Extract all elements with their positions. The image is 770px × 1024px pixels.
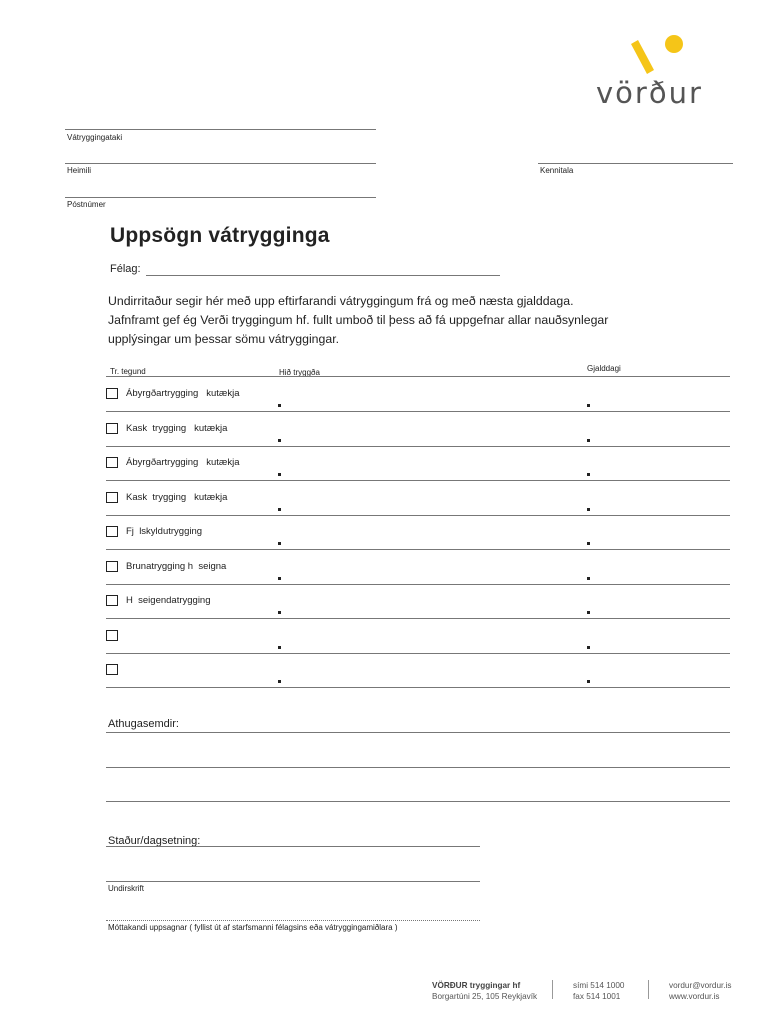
column-header-due-date: Gjalddagi [587,364,621,373]
policyholder-field[interactable] [65,112,376,129]
row-checkbox[interactable] [106,561,118,572]
insured-field[interactable] [278,493,568,513]
row-label: H seigendatrygging [126,595,211,606]
home-field[interactable] [65,146,376,163]
home-label: Heimili [67,166,91,175]
row-divider [106,480,730,481]
row-checkbox[interactable] [106,630,118,641]
insured-field[interactable] [278,527,568,547]
row-divider [106,411,730,412]
footer-address: Borgartúni 25, 105 Reykjavík [432,992,538,1001]
insured-field[interactable] [278,631,568,651]
signature-label: Undirskrift [108,884,145,893]
row-checkbox[interactable] [106,457,118,468]
due-date-field[interactable] [587,631,727,651]
footer-company-block [432,980,537,1002]
row-checkbox[interactable] [106,664,118,675]
due-date-field[interactable] [587,562,727,582]
row-divider [106,584,730,585]
due-date-field[interactable] [587,389,727,409]
receiver-label: Móttakandi uppsagnar ( fyllist út af starfsmanni félagsins eða vátryggingamiðlara ) [108,923,398,932]
insured-field[interactable] [278,562,568,582]
postcode-label: Póstnúmer [67,200,106,209]
due-date-field[interactable] [587,665,727,685]
intro-line-3: upplýsingar um þessar sömu vátryggingar. [108,332,340,346]
intro-text [108,292,708,349]
due-date-field[interactable] [587,424,727,444]
row-label: Kask trygging kutækja [126,423,228,434]
id-number-label: Kennitala [540,166,574,175]
due-date-field[interactable] [587,493,727,513]
insured-field[interactable] [278,389,568,409]
insured-field[interactable] [278,596,568,616]
id-number-field[interactable] [538,146,733,163]
intro-line-1: Undirritaður segir hér með upp eftirfarandi vátryggingum frá og með næsta gjalddaga. [108,294,574,308]
row-divider [106,515,730,516]
policyholder-label: Vátryggingataki [67,133,123,142]
row-label: Ábyrgðartrygging kutækja [126,388,240,399]
column-header-insured: Hið tryggða [279,368,320,377]
footer-fax: fax 514 1001 [573,992,621,1001]
comments-label: Athugasemdir: [108,718,179,730]
row-divider [106,687,730,688]
place-date-field[interactable] [210,831,480,846]
place-date-label: Staður/dagsetning: [108,835,201,847]
row-checkbox[interactable] [106,526,118,537]
signature-field[interactable] [106,856,480,881]
due-date-field[interactable] [587,596,727,616]
row-checkbox[interactable] [106,595,118,606]
insured-field[interactable] [278,458,568,478]
page-title: Uppsögn vátrygginga [110,224,330,247]
row-label: Fj lskyldutrygging [126,526,203,537]
due-date-field[interactable] [587,458,727,478]
footer-phone: sími 514 1000 [573,981,625,990]
row-label: Kask trygging kutækja [126,492,228,503]
footer-company: VÖRÐUR tryggingar hf [432,981,521,990]
postcode-field[interactable] [65,180,376,197]
intro-line-2: Jafnframt gef ég Verði tryggingum hf. fullt umboð til þess að fá uppgefnar allar nauðsynlegar [108,313,609,327]
company-label: Félag: [110,263,141,275]
footer-web-link[interactable]: www.vordur.is [669,992,720,1001]
row-checkbox[interactable] [106,492,118,503]
footer-phone-block [573,980,624,1002]
row-label: Brunatrygging h seigna [126,561,227,572]
row-divider [106,446,730,447]
logo-wordmark: vörður [596,76,703,110]
row-checkbox[interactable] [106,423,118,434]
insured-field[interactable] [278,665,568,685]
insured-field[interactable] [278,424,568,444]
footer-contact-block [669,980,731,1002]
row-divider [106,618,730,619]
column-header-type: Tr. tegund [110,367,146,376]
due-date-field[interactable] [587,527,727,547]
vordur-logo [594,34,729,110]
row-label: Ábyrgðartrygging kutækja [126,457,240,468]
row-divider [106,653,730,654]
row-checkbox[interactable] [106,388,118,399]
row-divider [106,549,730,550]
company-field[interactable] [146,259,500,275]
footer-email-link[interactable]: vordur@vordur.is [669,981,732,990]
receiver-field[interactable] [106,896,480,920]
